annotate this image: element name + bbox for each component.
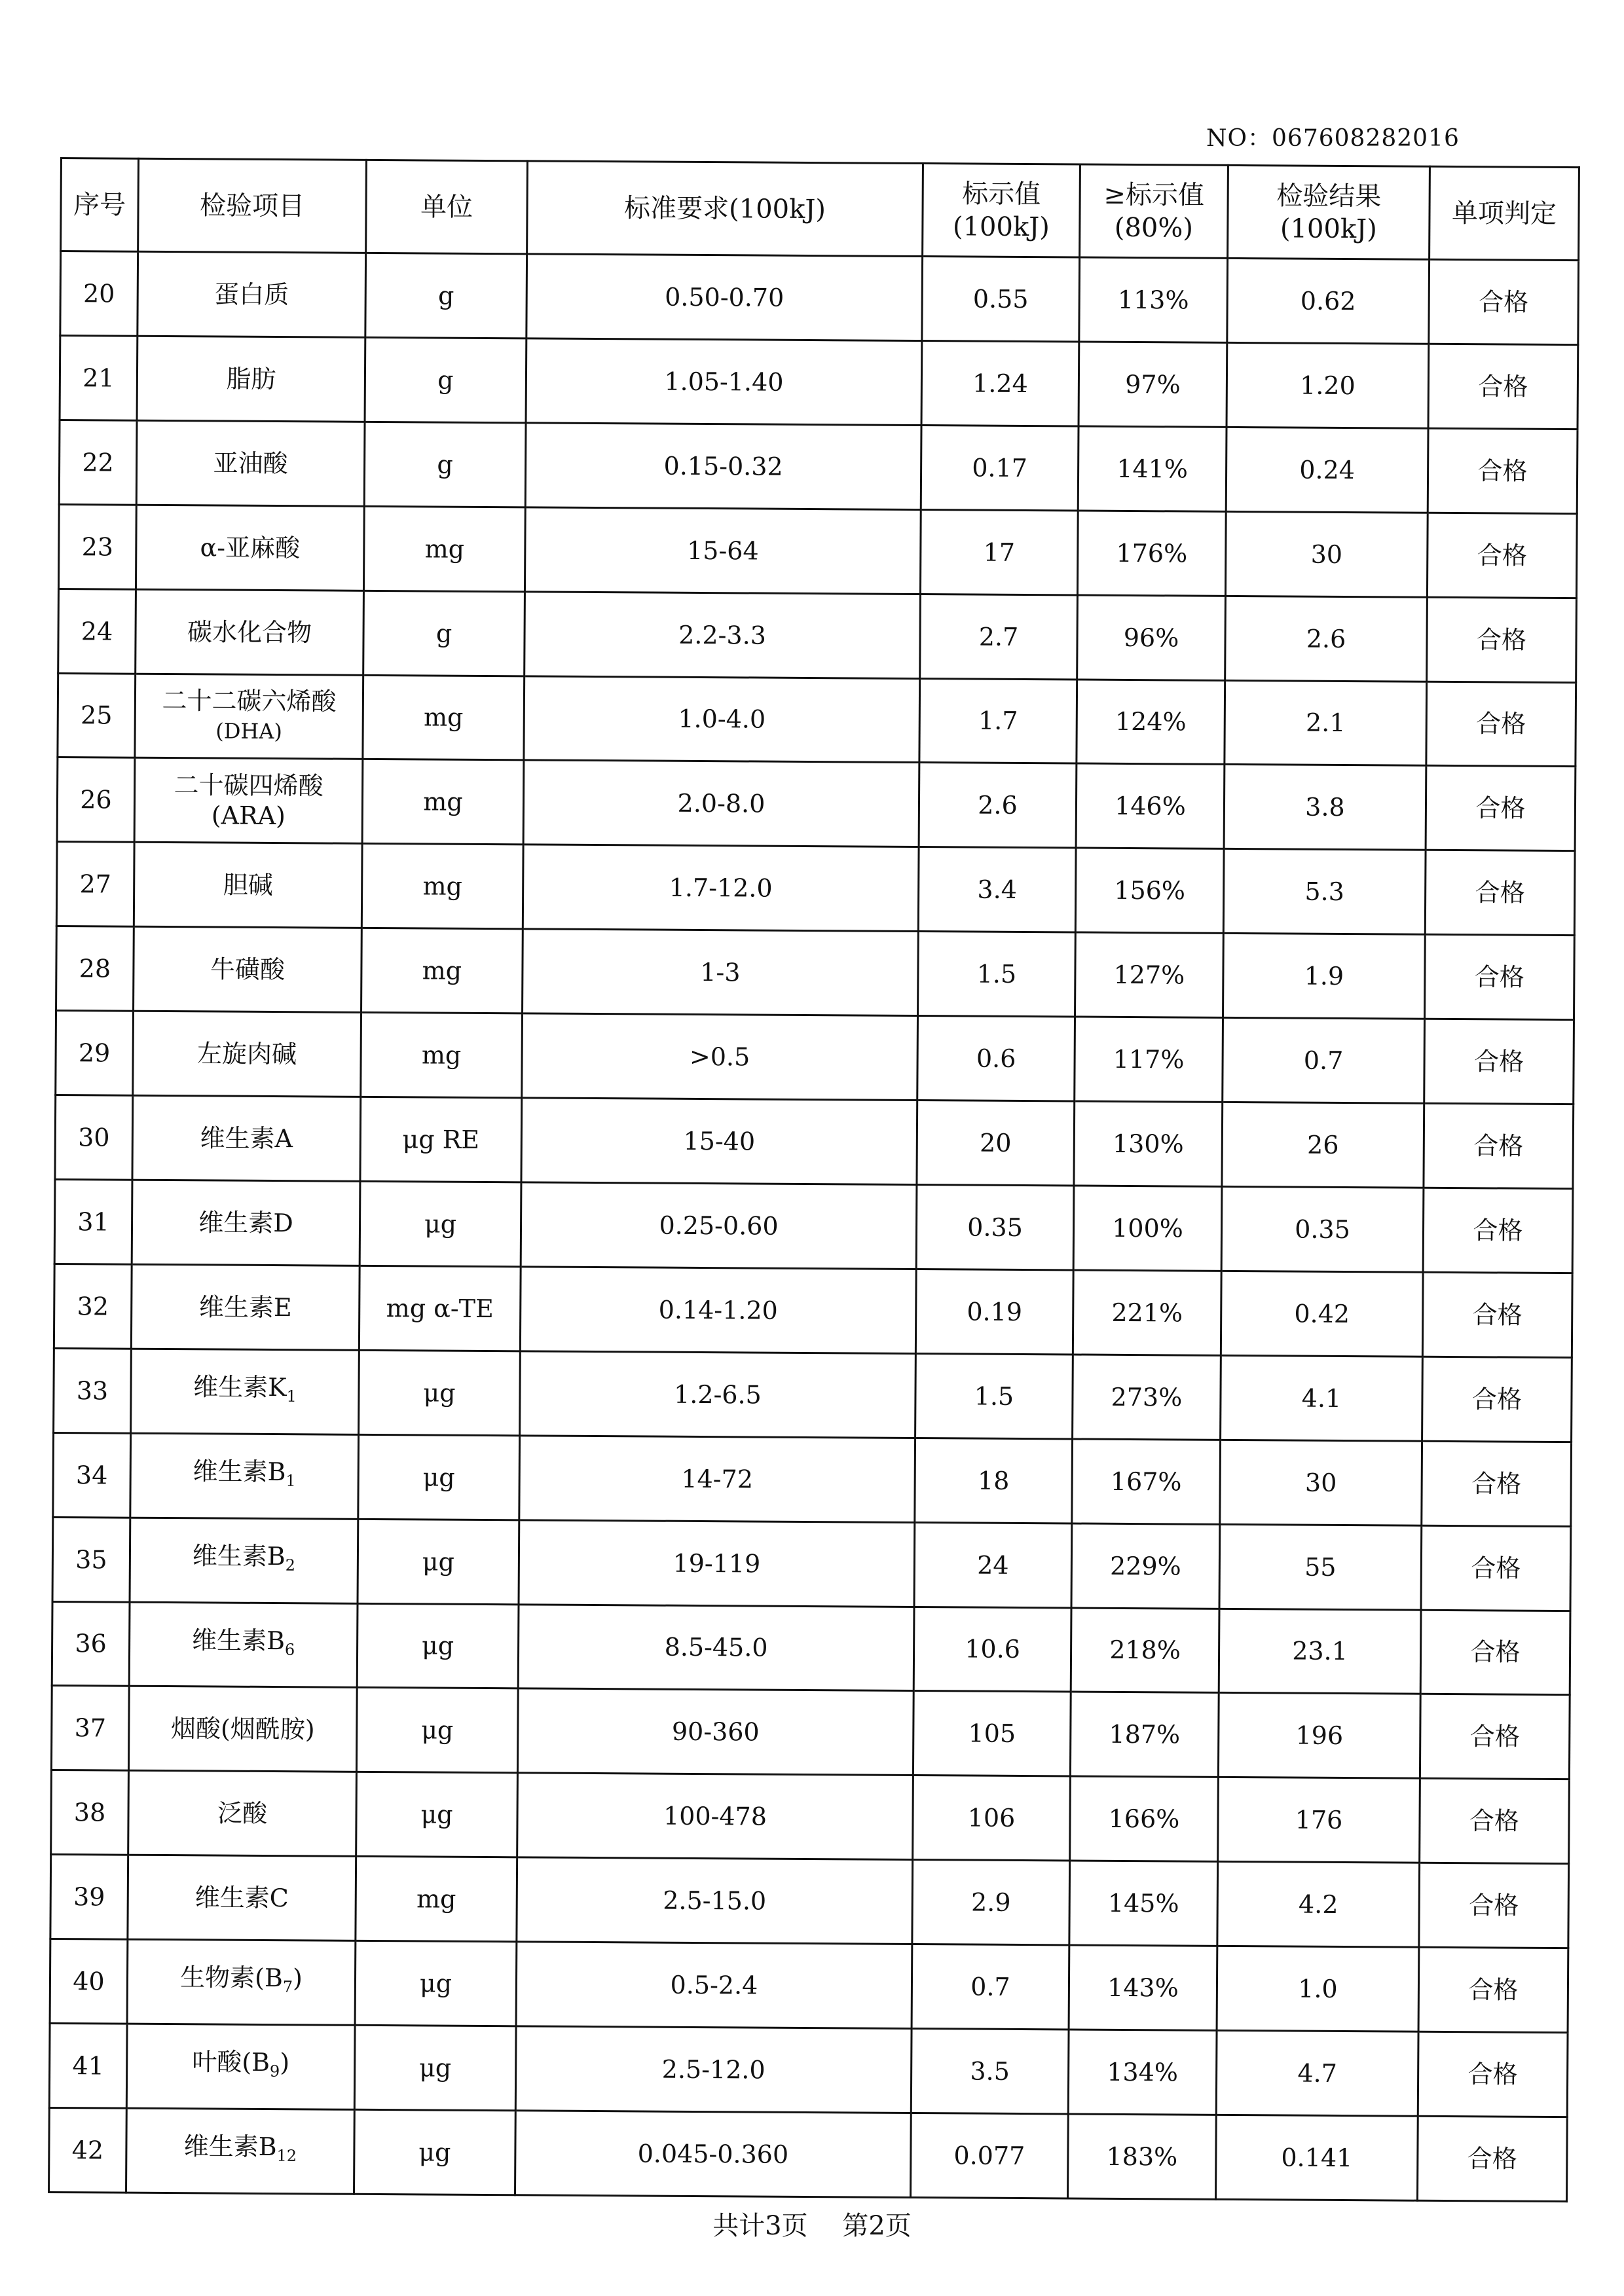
row-judgement: 合格 [1423,1188,1573,1273]
row-standard: 0.045-0.360 [515,2111,911,2198]
row-judgement: 合格 [1419,1863,1569,1948]
row-label-value: 106 [913,1776,1071,1861]
row-judgement: 合格 [1428,428,1578,513]
row-standard: 15-40 [521,1098,917,1185]
row-item-name [127,1939,356,2025]
row-result: 4.2 [1217,1862,1420,1948]
row-result: 55 [1219,1524,1422,1610]
item-name-text: 泛酸 [217,1798,268,1829]
item-name-text: 维生素E [198,1292,292,1322]
row-standard: 0.14-1.20 [520,1267,916,1354]
row-unit: g [365,337,526,422]
row-judgement: 合格 [1418,1947,1568,2032]
row-unit: μg [356,1688,518,1773]
row-result: 0.42 [1221,1271,1423,1357]
row-label-pct: 218% [1071,1607,1219,1692]
row-item-name [133,1011,361,1097]
table-row [52,1601,1570,1695]
table-row [49,2023,1568,2117]
row-seq: 37 [51,1686,129,1771]
row-standard: 2.0-8.0 [523,760,919,847]
row-label-value: 0.7 [912,1944,1069,2030]
item-name-text: 亚油酸 [213,448,288,478]
row-seq: 42 [49,2107,127,2193]
header-label-pct-line2: (80%) [1114,212,1194,244]
row-item-name [132,1180,360,1266]
row-item-name [126,2108,355,2194]
row-standard: 1.0-4.0 [524,676,920,763]
row-label-value: 18 [915,1438,1073,1523]
row-standard: 0.15-0.32 [525,423,921,510]
header-standard: 标准要求(100kJ) [527,161,923,257]
table-row [51,1686,1570,1779]
row-result: 2.1 [1225,680,1427,766]
table-row [55,1095,1574,1189]
row-judgement: 合格 [1424,1019,1574,1104]
row-seq: 22 [59,420,137,505]
row-result: 30 [1220,1440,1422,1525]
table-row [52,1517,1571,1611]
row-item-name [134,926,362,1012]
row-item-name [135,674,363,759]
row-unit: mg [362,759,524,845]
row-unit: μg [356,1772,518,1857]
row-result: 0.7 [1223,1018,1425,1104]
row-label-value: 10.6 [913,1607,1071,1692]
row-seq: 27 [56,842,134,927]
item-name-text: 胆碱 [223,870,273,900]
item-name-suffix: ) [280,2048,290,2077]
item-name-text: 二十碳四烯酸(ARA) [174,771,323,831]
row-seq: 34 [53,1432,131,1518]
row-label-pct: 97% [1079,342,1227,427]
table-row [53,1432,1572,1526]
row-judgement: 合格 [1426,682,1576,767]
row-label-value: 0.35 [916,1184,1074,1269]
table-body [49,251,1579,2202]
row-unit: mg [363,675,525,760]
row-label-pct: 187% [1070,1692,1219,1777]
row-seq: 38 [51,1770,129,1855]
header-label-pct [1080,164,1228,258]
row-label-value: 0.077 [910,2113,1068,2198]
row-standard: 100-478 [517,1773,913,1860]
item-name-subscript: 12 [276,2146,297,2166]
row-result: 1.9 [1223,934,1426,1019]
item-name-text: 左旋肉碱 [196,1039,297,1069]
item-name-text: 维生素B [192,1541,286,1571]
table-row [56,926,1575,1020]
row-unit: μg [358,1434,520,1520]
table-row [54,1264,1572,1357]
row-unit: μg [354,2109,516,2195]
item-name-suffix: ) [292,1963,303,1993]
row-standard: 1.7-12.0 [523,845,919,932]
row-label-value: 2.9 [912,1860,1070,1945]
row-seq: 40 [50,1939,128,2024]
row-judgement: 合格 [1418,2032,1568,2117]
row-seq: 33 [54,1348,132,1433]
item-name-subscript: 1 [286,1387,297,1406]
row-unit: mg α-TE [359,1266,521,1351]
row-unit: mg [356,1857,517,1942]
item-name-text: α-亚麻酸 [200,532,301,562]
row-item-name [131,1264,360,1350]
row-result: 30 [1225,511,1428,597]
row-standard: 2.5-15.0 [517,1857,913,1944]
row-label-pct: 221% [1073,1270,1221,1355]
row-standard: 19-119 [519,1520,915,1607]
item-name-text: 维生素D [198,1208,293,1238]
table-row [54,1179,1573,1273]
row-seq: 30 [55,1095,133,1180]
row-judgement: 合格 [1417,2116,1567,2201]
row-judgement: 合格 [1425,850,1575,936]
row-judgement: 合格 [1422,1441,1572,1526]
row-label-value: 1.5 [918,932,1076,1017]
row-seq: 25 [58,673,136,758]
row-unit: g [363,591,525,676]
row-result: 23.1 [1219,1609,1421,1694]
total-pages: 共计3页 [712,2211,808,2241]
row-label-pct: 146% [1076,763,1225,848]
row-unit: μg [360,1181,521,1266]
row-label-pct: 229% [1071,1523,1220,1609]
row-result: 26 [1222,1102,1424,1188]
row-standard: 1-3 [523,929,919,1016]
row-judgement: 合格 [1424,1103,1574,1188]
item-name-text: 维生素B [183,2132,277,2162]
row-unit: mg [361,844,523,929]
row-seq: 41 [49,2023,127,2108]
row-label-pct: 124% [1077,680,1225,765]
row-item-name [128,1855,356,1941]
row-judgement: 合格 [1420,1694,1570,1779]
row-label-pct: 127% [1075,932,1224,1017]
header-result [1228,165,1430,259]
row-label-pct: 156% [1075,848,1224,933]
row-result: 4.7 [1216,2030,1418,2116]
row-result: 0.62 [1227,258,1430,344]
row-item-name [128,1686,357,1772]
row-judgement: 合格 [1420,1779,1570,1864]
row-standard: 1.2-6.5 [520,1351,916,1438]
header-label-value-line2: (100kJ) [952,211,1050,242]
row-item-name [129,1602,358,1688]
page-footer [0,2205,1624,2242]
row-judgement: 合格 [1429,259,1579,344]
item-name-subscript: 6 [284,1640,295,1659]
row-standard: 0.5-2.4 [516,1942,912,2029]
row-label-pct: 100% [1073,1186,1222,1271]
row-label-value: 1.5 [915,1353,1073,1438]
table-row [56,842,1575,936]
row-unit: μg [359,1350,521,1435]
table-row [49,2107,1568,2201]
row-item-name [126,2024,355,2109]
row-item-name [134,843,362,928]
row-seq: 35 [52,1517,130,1602]
row-judgement: 合格 [1422,1272,1572,1357]
table-row [60,335,1578,429]
row-label-value: 105 [913,1691,1071,1776]
row-judgement: 合格 [1428,344,1578,429]
row-label-value: 20 [917,1101,1075,1186]
row-judgement: 合格 [1424,935,1574,1020]
row-seq: 23 [58,504,136,589]
row-label-pct: 130% [1074,1101,1223,1186]
item-name-subscript: 1 [286,1471,296,1490]
row-item-name [136,589,364,675]
item-name-subscript: 2 [285,1556,296,1575]
table-row [51,1770,1570,1864]
item-name-text: 维生素B [191,1625,286,1655]
header-seq: 序号 [61,158,139,252]
row-label-value: 17 [920,509,1078,594]
row-seq: 39 [50,1855,128,1940]
row-item-name [132,1095,361,1181]
row-label-pct: 117% [1075,1017,1223,1102]
item-name-text: 维生素B [193,1457,286,1486]
report-number: NO：067608282016 [1206,125,1460,152]
row-result: 3.8 [1224,765,1426,850]
row-label-value: 0.55 [922,257,1080,342]
table-row [58,673,1576,767]
row-seq: 21 [60,335,138,420]
item-name-text: 维生素K [193,1372,287,1402]
row-result: 5.3 [1223,849,1426,935]
row-seq: 20 [60,251,138,337]
inspection-table [48,157,1580,2202]
row-unit: g [365,253,527,338]
row-label-value: 3.4 [918,847,1076,932]
row-item-name [128,1770,357,1856]
row-seq: 29 [56,1011,134,1096]
table-row [50,1939,1568,2033]
row-unit: g [364,422,526,507]
row-standard: 0.25-0.60 [521,1182,917,1269]
item-name-text: 碳水化合物 [187,617,312,647]
row-result: 0.141 [1215,2115,1418,2200]
row-unit: μg [355,1941,517,2026]
row-label-value: 1.7 [919,678,1077,763]
row-unit: mg [363,506,525,591]
row-standard: >0.5 [522,1013,918,1101]
row-judgement: 合格 [1421,1525,1571,1611]
row-unit: mg [361,928,523,1013]
row-standard: 2.5-12.0 [515,2026,912,2113]
item-name-text: 蛋白质 [214,280,289,310]
row-unit: mg [361,1012,523,1097]
row-label-pct: 176% [1077,511,1226,596]
row-label-pct: 167% [1072,1439,1221,1524]
item-name-text: 二十二碳六烯酸 [162,686,337,717]
row-judgement: 合格 [1427,597,1577,682]
header-label-pct-line1: ≥标示值 [1103,179,1205,211]
header-item: 检验项目 [138,158,367,253]
row-result: 0.24 [1226,427,1428,513]
row-label-value: 24 [914,1522,1072,1607]
row-standard: 0.50-0.70 [526,254,923,341]
row-standard: 8.5-45.0 [518,1604,914,1691]
row-label-pct: 273% [1073,1355,1221,1440]
header-label-value [923,164,1080,257]
row-result: 1.20 [1227,342,1429,428]
table-row [58,504,1577,598]
item-name-text: 生物素(B [179,1963,283,1993]
row-seq: 26 [57,757,135,843]
row-item-name [131,1349,360,1434]
item-name-text: 烟酸(烟酰胺) [170,1714,315,1744]
header-unit: 单位 [366,160,528,254]
row-label-value: 2.6 [919,763,1077,848]
row-judgement: 合格 [1427,513,1577,598]
row-standard: 1.05-1.40 [526,338,922,426]
row-standard: 14-72 [519,1436,915,1523]
table-header-row [61,158,1579,261]
row-label-value: 1.24 [921,340,1079,426]
row-unit: μg [354,2025,516,2110]
row-label-value: 0.17 [921,425,1079,510]
row-label-pct: 145% [1069,1861,1218,1946]
row-item-name [136,420,365,506]
row-label-pct: 166% [1070,1776,1219,1861]
item-name-subscript: 9 [269,2062,280,2081]
row-label-value: 2.7 [920,594,1078,679]
row-seq: 31 [54,1179,132,1264]
row-standard: 15-64 [525,507,921,594]
row-unit: μg [358,1519,519,1604]
header-result-line2: (100kJ) [1280,213,1377,244]
row-result: 2.6 [1225,596,1428,682]
row-judgement: 合格 [1426,766,1576,851]
header-judgement: 单项判定 [1430,166,1579,260]
table-row [59,420,1578,513]
item-name-text: 脂肪 [226,364,276,393]
row-result: 196 [1218,1693,1420,1779]
row-result: 4.1 [1221,1355,1423,1441]
row-label-pct: 134% [1068,2030,1217,2115]
row-label-pct: 141% [1078,426,1227,511]
row-unit: μg [357,1603,519,1688]
row-unit: μg RE [360,1097,522,1182]
item-name-text: 牛磺酸 [210,955,286,985]
row-seq: 32 [54,1264,132,1349]
row-item-name [137,336,365,422]
row-item-name [130,1433,359,1519]
row-label-pct: 96% [1077,595,1226,680]
row-label-value: 3.5 [911,2029,1069,2114]
row-label-pct: 143% [1069,1945,1217,2030]
header-result-line1: 检验结果 [1276,180,1382,211]
table-row [54,1348,1572,1442]
row-seq: 28 [56,926,134,1011]
row-judgement: 合格 [1422,1357,1572,1442]
row-label-pct: 183% [1067,2114,1216,2199]
item-name-subscript: 7 [282,1978,293,1997]
item-name-text: 叶酸(B [192,2047,270,2077]
row-item-name [134,758,363,844]
row-standard: 90-360 [517,1688,913,1776]
row-judgement: 合格 [1420,1610,1570,1695]
table-row [57,757,1576,851]
header-label-value-line1: 标示值 [962,178,1041,210]
row-label-value: 0.19 [915,1269,1073,1354]
row-result: 176 [1218,1777,1420,1863]
row-item-name [130,1518,358,1603]
row-label-value: 0.6 [917,1016,1075,1101]
item-name-line2: (DHA) [215,718,283,744]
row-result: 1.0 [1217,1946,1419,2032]
row-seq: 36 [52,1601,130,1686]
row-result: 0.35 [1221,1186,1424,1272]
table-row [56,1011,1574,1104]
row-seq: 24 [58,589,136,674]
current-page: 第2页 [842,2211,912,2241]
row-item-name [138,251,366,337]
row-label-pct: 113% [1079,257,1228,342]
item-name-text: 维生素A [200,1123,293,1154]
row-standard: 2.2-3.3 [525,591,921,678]
table-row [50,1855,1569,1948]
item-name-text: 维生素C [194,1883,289,1913]
table-row [60,251,1579,345]
row-item-name [136,505,364,591]
table-row [58,589,1577,682]
